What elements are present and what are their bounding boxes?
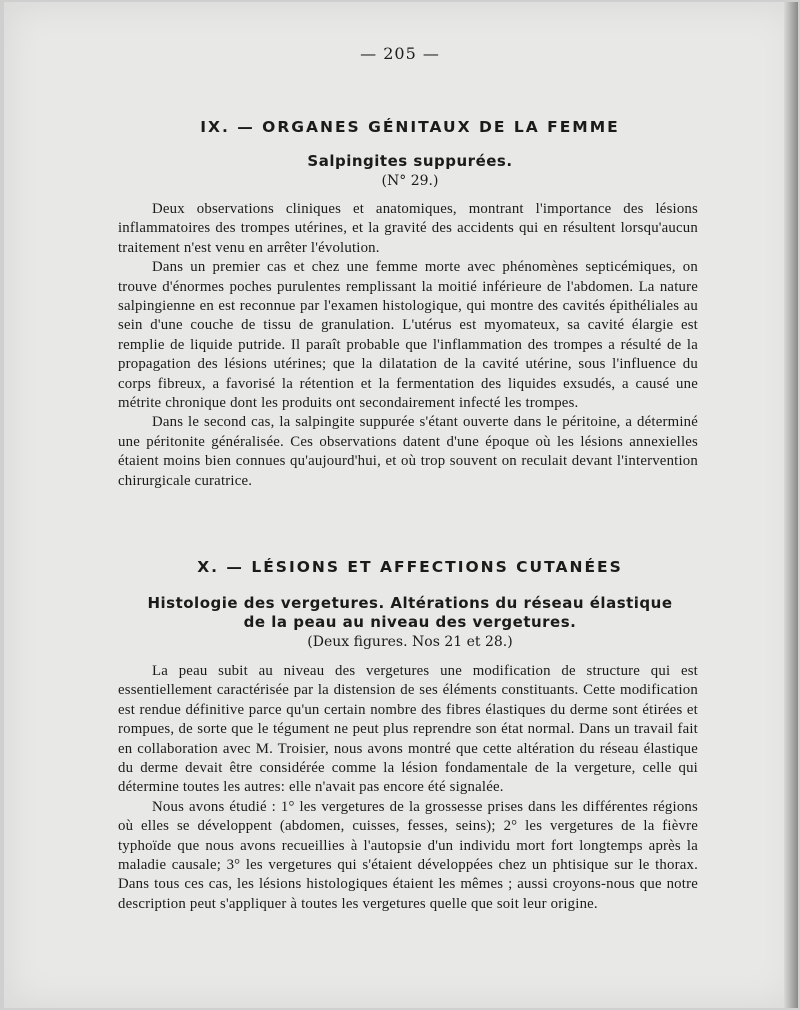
paragraph: La peau subit au niveau des vergetures une modification de structure qui est essentiellement caractérisée par la distension de ses éléments constituants. Cette modification est rendue définitive parce qu'un certain nombre des fibres élastiques du derme sont étirées et rompues, de sorte que le tégument ne peut plus reprendre son état normal. Dans un travail fait en collaboration avec M. Troisier, nous avons montré que cette altération du réseau élastique du derme devait être considérée comme la lésion fondamentale de la vergeture, celle qui détermine toutes les autres: elle n'avait pas encore été signalée. (118, 663, 698, 796)
section-reference-ix: (N° 29.) (381, 173, 439, 189)
section-body-x (118, 662, 698, 914)
paragraph: Dans le second cas, la salpingite suppurée s'étant ouverte dans le péritoine, a déterminé une péritonite généralisée. Ces observations datent d'une époque où les lésions annexielles étaient moins bien connues qu'aujourd'hui, et où trop souvent on reculait devant l'intervention chirurgicale curatrice. (118, 414, 698, 489)
section-subtitle-line1: Histologie des vergetures. Altérations du réseau élastique (147, 594, 673, 612)
paragraph: Nous avons étudié : 1° les vergetures de la grossesse prises dans les différentes régions où elles se développent (abdomen, cuisses, fesses, seins); 2° les vergetures de la fièvre typhoïde que nous avons recueillies à l'autopsie d'un individu mort fort longtemps après la maladie causale; 3° les vergetures qui s'étaient développées chez un phtisique sur le thorax. Dans tous ces cas, les lésions histologiques étaient les mêmes ; aussi croyons-nous que notre description peut s'appliquer à toutes les vergetures quelle que soit leur origine. (118, 798, 698, 912)
section-body-ix (118, 200, 698, 491)
section-title-x: X. — LÉSIONS ET AFFECTIONS CUTANÉES (197, 558, 623, 576)
section-reference-x: (Deux figures. Nos 21 et 28.) (307, 634, 513, 650)
page-number: — 205 — (360, 44, 440, 63)
paragraph: Deux observations cliniques et anatomiques, montrant l'importance des lésions inflammatoires des trompes utérines, et la gravité des accidents qui en résultent lorsqu'aucun traitement n'est venu en arrêter l'évolution. (118, 201, 698, 256)
section-subtitle-line2: de la peau au niveau des vergetures. (243, 613, 577, 631)
paragraph: Dans un premier cas et chez une femme morte avec phénomènes septicémiques, on trouve d'énormes poches purulentes remplissant la moitié inférieure de l'abdomen. La nature salpingienne en est reconnue par l'examen histologique, qui montre des cavités épithéliales au sein d'une couche de tissu de granulation. L'utérus est myomateux, sa cavité élargie est remplie de liquide putride. Il paraît probable que l'inflammation des trompes a résulté de la propagation des lésions utérines; que la dilatation de la cavité utérine, sous l'influence du corps fibreux, a favorisé la rétention et la fermentation des liquides exsudés, a causé une métrite chronique dont les produits ont secondairement infecté les trompes. (118, 259, 698, 412)
section-title-ix: IX. — ORGANES GÉNITAUX DE LA FEMME (200, 118, 620, 136)
section-subtitle-salpingites: Salpingites suppurées. (307, 152, 513, 170)
